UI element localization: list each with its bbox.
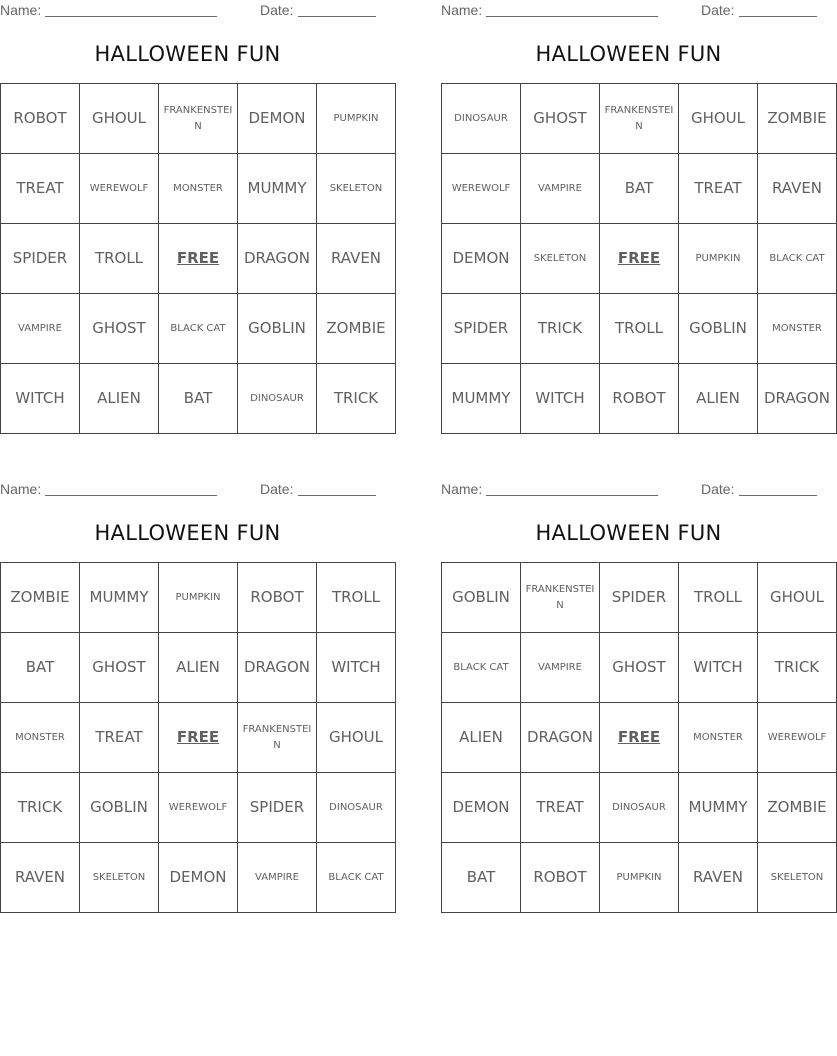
bingo-card xyxy=(0,479,384,911)
bingo-cell: ZOMBIE xyxy=(317,294,396,364)
grid-row xyxy=(442,154,837,224)
free-space-cell: FREE xyxy=(600,703,679,773)
bingo-cell: RAVEN xyxy=(679,843,758,913)
free-space-cell: FREE xyxy=(600,224,679,294)
bingo-grid xyxy=(0,562,396,913)
bingo-cell: DINOSAUR xyxy=(600,773,679,843)
bingo-cell: VAMPIRE xyxy=(1,294,80,364)
bingo-card xyxy=(441,0,830,432)
bingo-cell: BLACK CAT xyxy=(159,294,238,364)
bingo-cell: VAMPIRE xyxy=(521,154,600,224)
name-blank-line xyxy=(486,495,658,496)
bingo-cell: ALIEN xyxy=(442,703,521,773)
bingo-cell: PUMPKIN xyxy=(317,84,396,154)
bingo-cell: SPIDER xyxy=(238,773,317,843)
bingo-cell: DRAGON xyxy=(238,633,317,703)
bingo-cell: GHOUL xyxy=(758,563,837,633)
bingo-cell: RAVEN xyxy=(1,843,80,913)
grid-row xyxy=(1,703,396,773)
name-label: Name: xyxy=(0,2,42,18)
grid-row xyxy=(1,364,396,434)
date-blank-line xyxy=(298,495,376,496)
bingo-cell: SKELETON xyxy=(521,224,600,294)
bingo-card xyxy=(0,0,386,432)
grid-row xyxy=(1,294,396,364)
bingo-cell: TRICK xyxy=(521,294,600,364)
bingo-cell: ZOMBIE xyxy=(758,773,837,843)
grid-row xyxy=(442,563,837,633)
grid-row xyxy=(1,633,396,703)
bingo-cell: SKELETON xyxy=(317,154,396,224)
name-label: Name: xyxy=(441,481,483,497)
bingo-card xyxy=(441,479,827,911)
bingo-cell: FRANKENSTEIN xyxy=(521,563,600,633)
card-header xyxy=(0,479,375,499)
card-title: HALLOWEEN FUN xyxy=(535,521,722,545)
bingo-cell: PUMPKIN xyxy=(679,224,758,294)
bingo-cell: ALIEN xyxy=(159,633,238,703)
bingo-cell: ALIEN xyxy=(679,364,758,434)
bingo-cell: BLACK CAT xyxy=(317,843,396,913)
bingo-cell: GHOUL xyxy=(679,84,758,154)
bingo-cell: DINOSAUR xyxy=(238,364,317,434)
bingo-cell: ALIEN xyxy=(80,364,159,434)
name-blank-line xyxy=(45,16,217,17)
free-space-cell: FREE xyxy=(159,224,238,294)
bingo-cell: GOBLIN xyxy=(442,563,521,633)
bingo-cell: WEREWOLF xyxy=(80,154,159,224)
bingo-cell: MUMMY xyxy=(679,773,758,843)
bingo-cell: GHOST xyxy=(600,633,679,703)
bingo-cell: ZOMBIE xyxy=(758,84,837,154)
bingo-cell: MUMMY xyxy=(80,563,159,633)
bingo-cell: BAT xyxy=(600,154,679,224)
bingo-cell: MONSTER xyxy=(758,294,837,364)
name-label: Name: xyxy=(0,481,42,497)
date-blank-line xyxy=(739,495,817,496)
date-label: Date: xyxy=(260,2,294,18)
card-header xyxy=(0,0,375,20)
bingo-cell: TREAT xyxy=(1,154,80,224)
bingo-cell: SPIDER xyxy=(600,563,679,633)
bingo-cell: TREAT xyxy=(80,703,159,773)
bingo-cell: VAMPIRE xyxy=(521,633,600,703)
bingo-cell: WITCH xyxy=(521,364,600,434)
grid-row xyxy=(1,563,396,633)
bingo-cell: GOBLIN xyxy=(679,294,758,364)
bingo-cell: GOBLIN xyxy=(238,294,317,364)
grid-row xyxy=(442,773,837,843)
bingo-cell: TRICK xyxy=(317,364,396,434)
bingo-cell: MONSTER xyxy=(679,703,758,773)
bingo-cell: TROLL xyxy=(317,563,396,633)
bingo-cell: MONSTER xyxy=(159,154,238,224)
card-header xyxy=(441,479,816,499)
bingo-cell: GHOST xyxy=(80,633,159,703)
bingo-cell: FRANKENSTEIN xyxy=(238,703,317,773)
grid-row xyxy=(1,773,396,843)
bingo-cell: TRICK xyxy=(1,773,80,843)
free-space-cell: FREE xyxy=(159,703,238,773)
bingo-cell: ROBOT xyxy=(521,843,600,913)
name-label: Name: xyxy=(441,2,483,18)
bingo-cell: ROBOT xyxy=(600,364,679,434)
bingo-cell: BLACK CAT xyxy=(442,633,521,703)
bingo-cell: DEMON xyxy=(442,773,521,843)
bingo-cell: TROLL xyxy=(600,294,679,364)
bingo-cell: DEMON xyxy=(159,843,238,913)
bingo-cell: MUMMY xyxy=(442,364,521,434)
grid-row xyxy=(442,843,837,913)
grid-row xyxy=(442,364,837,434)
bingo-cell: BAT xyxy=(442,843,521,913)
date-label: Date: xyxy=(701,481,735,497)
bingo-grid xyxy=(441,562,837,913)
date-label: Date: xyxy=(701,2,735,18)
grid-row xyxy=(442,703,837,773)
bingo-cell: BAT xyxy=(159,364,238,434)
bingo-grid xyxy=(0,83,396,434)
card-title: HALLOWEEN FUN xyxy=(535,42,722,66)
grid-row xyxy=(1,843,396,913)
bingo-cell: GHOST xyxy=(80,294,159,364)
bingo-cell: DRAGON xyxy=(521,703,600,773)
bingo-cell: TROLL xyxy=(80,224,159,294)
bingo-cell: FRANKENSTEIN xyxy=(159,84,238,154)
bingo-cell: VAMPIRE xyxy=(238,843,317,913)
bingo-cell: DEMON xyxy=(238,84,317,154)
bingo-cell: DEMON xyxy=(442,224,521,294)
bingo-cell: MUMMY xyxy=(238,154,317,224)
bingo-cell: ROBOT xyxy=(1,84,80,154)
date-blank-line xyxy=(739,16,817,17)
grid-row xyxy=(1,224,396,294)
bingo-grid xyxy=(441,83,837,434)
grid-row xyxy=(442,294,837,364)
bingo-cell: FRANKENSTEIN xyxy=(600,84,679,154)
grid-row xyxy=(442,224,837,294)
grid-row xyxy=(1,84,396,154)
bingo-cell: DINOSAUR xyxy=(442,84,521,154)
bingo-cell: SKELETON xyxy=(80,843,159,913)
bingo-cell: DRAGON xyxy=(758,364,837,434)
bingo-cell: WEREWOLF xyxy=(442,154,521,224)
bingo-cell: WEREWOLF xyxy=(758,703,837,773)
bingo-cell: GOBLIN xyxy=(80,773,159,843)
bingo-cell: WITCH xyxy=(679,633,758,703)
grid-row xyxy=(1,154,396,224)
bingo-cell: SPIDER xyxy=(442,294,521,364)
bingo-cell: TREAT xyxy=(521,773,600,843)
bingo-cell: BLACK CAT xyxy=(758,224,837,294)
bingo-cell: DRAGON xyxy=(238,224,317,294)
bingo-cell: BAT xyxy=(1,633,80,703)
card-header xyxy=(441,0,816,20)
bingo-cell: SPIDER xyxy=(1,224,80,294)
bingo-cell: ROBOT xyxy=(238,563,317,633)
grid-row xyxy=(442,84,837,154)
bingo-cell: WEREWOLF xyxy=(159,773,238,843)
bingo-cell: GHOUL xyxy=(80,84,159,154)
bingo-cell: TROLL xyxy=(679,563,758,633)
bingo-cell: PUMPKIN xyxy=(159,563,238,633)
bingo-cell: RAVEN xyxy=(758,154,837,224)
date-blank-line xyxy=(298,16,376,17)
bingo-cell: PUMPKIN xyxy=(600,843,679,913)
name-blank-line xyxy=(486,16,658,17)
bingo-cell: MONSTER xyxy=(1,703,80,773)
bingo-cell: DINOSAUR xyxy=(317,773,396,843)
bingo-cell: TRICK xyxy=(758,633,837,703)
bingo-cell: GHOUL xyxy=(317,703,396,773)
name-blank-line xyxy=(45,495,217,496)
bingo-cell: WITCH xyxy=(1,364,80,434)
card-title: HALLOWEEN FUN xyxy=(94,42,281,66)
card-title: HALLOWEEN FUN xyxy=(94,521,281,545)
date-label: Date: xyxy=(260,481,294,497)
bingo-cell: ZOMBIE xyxy=(1,563,80,633)
bingo-cell: RAVEN xyxy=(317,224,396,294)
bingo-cell: SKELETON xyxy=(758,843,837,913)
bingo-cell: WITCH xyxy=(317,633,396,703)
grid-row xyxy=(442,633,837,703)
bingo-cell: GHOST xyxy=(521,84,600,154)
bingo-cell: TREAT xyxy=(679,154,758,224)
